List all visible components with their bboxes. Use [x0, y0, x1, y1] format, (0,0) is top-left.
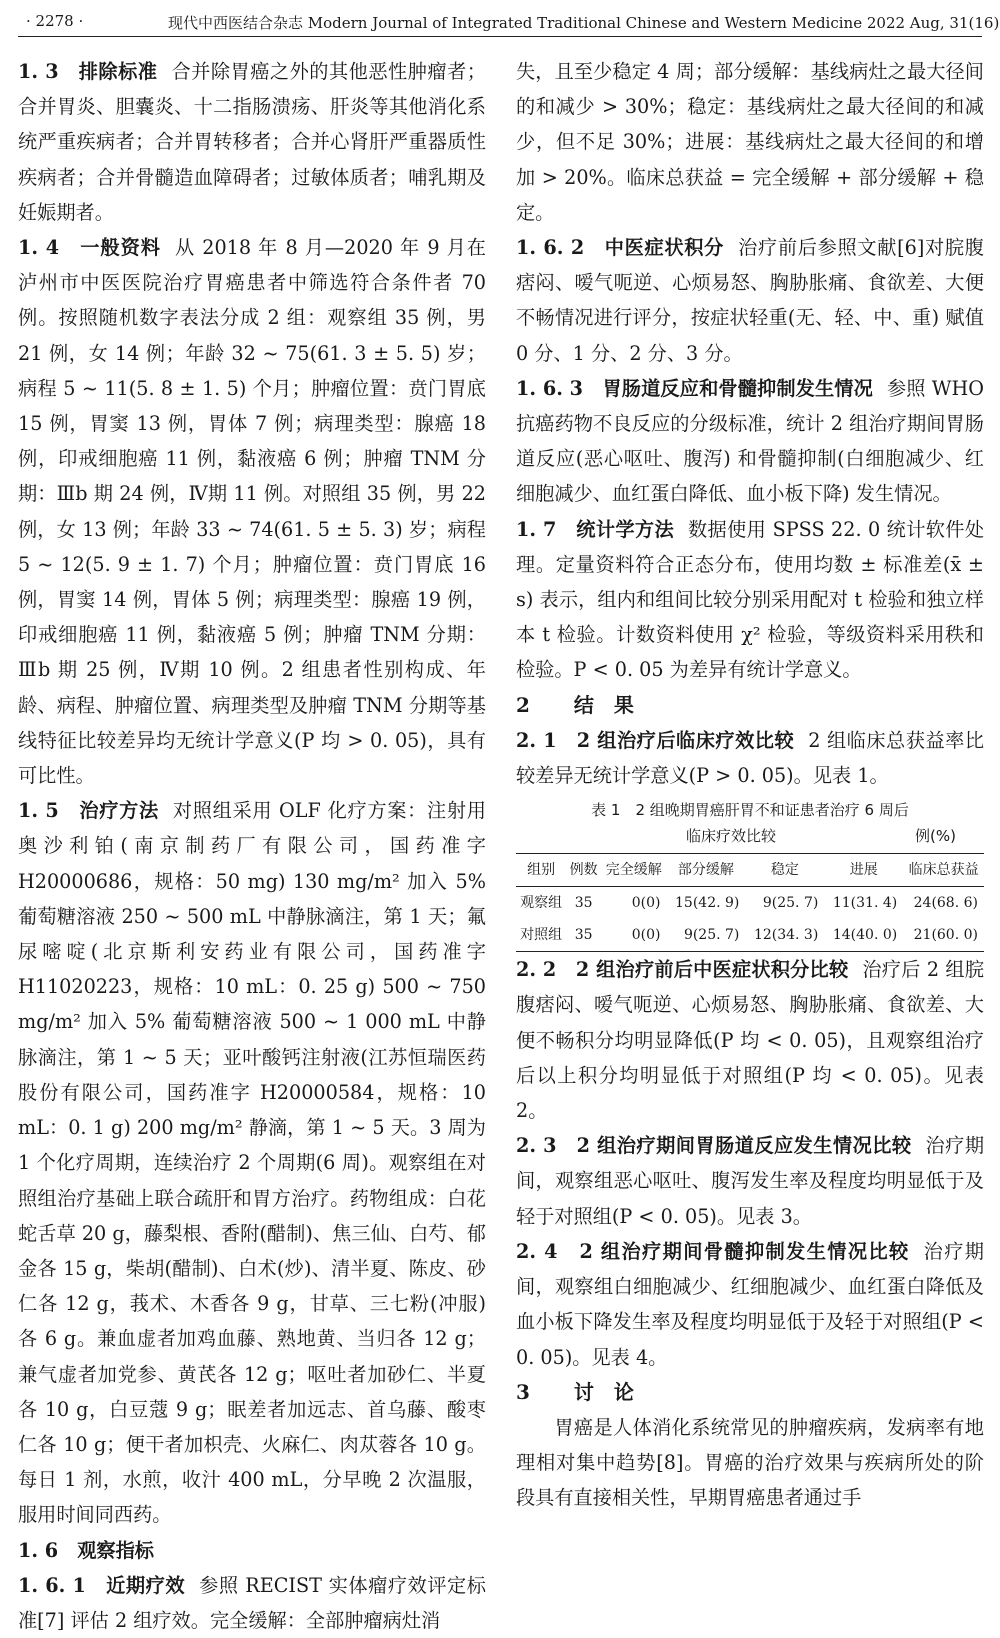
section-heading: 2. 1 2 组治疗后临床疗效比较 [516, 728, 795, 752]
section-3-heading [516, 1375, 984, 1410]
table-row [516, 919, 984, 952]
table-cell: 12(34. 3) [753, 927, 819, 944]
section-body: 从 2018 年 8 月—2020 年 9 月在泸州市中医医院治疗胃癌患者中筛选符合条件者 70 例。按照随机数字表法分成 2 组：观察组 35 例，男 21 例，女 14 例；年龄 32 ~ 75(61. 3 ± 5. 5) 岁；病程 5 ~ 11(5. 8 ± 1. 5) 个月；肿瘤位置：贲门胃底 15 例，胃窦 13 例，胃体 7 例；病理类型：腺癌 18 例，印戒细胞癌 11 例，黏液癌 6 例；肿瘤 TNM 分期：Ⅲb 期 24 例，Ⅳ期 11 例。对照组 35 例，男 22 例，女 13 例；年龄 33 ~ 74(61. 5 ± 5. 3) 岁；病程 5 ~ 12(5. 9 ± 1. 7) 个月；肿瘤位置：贲门胃底 16 例，胃窦 14 例，胃体 5 例；病理类型：腺癌 19 例，印戒细胞癌 11 例，黏液癌 5 例；肿瘤 TNM 分期：Ⅲb 期 25 例，Ⅳ期 10 例。2 组患者性别构成、年龄、病程、肿瘤位置、病理类型及肿瘤 TNM 分期等基线特征比较差异均无统计学意义(P 均 > 0. 05)，具有可比性。 [18, 236, 486, 788]
section-1-7 [516, 512, 984, 688]
section-heading: 1. 4 一般资料 [18, 236, 161, 260]
section-heading: 1. 7 统计学方法 [516, 517, 674, 541]
section-1-4 [18, 230, 486, 793]
section-heading: 1. 6. 2 中医症状积分 [516, 236, 725, 260]
table-cell: 观察组 [520, 895, 563, 912]
section-body: 治疗期间，观察组恶心呕吐、腹泻发生率及程度均明显低于及轻于对照组(P < 0. 05)。见表 3。 [516, 1134, 985, 1228]
table-cell: 9(25. 7) [683, 927, 740, 944]
right-column [516, 54, 984, 1516]
section-1-6-2 [516, 230, 984, 371]
section-heading: 1. 5 治疗方法 [18, 799, 159, 823]
section-body: 数据使用 SPSS 22. 0 统计软件处理。定量资料符合正态分布，使用均数 ± 标准差(x̄ ± s) 表示，组内和组间比较分别采用配对 t 检验和独立样本 t 检验。计数资料使用 χ² 检验，等级资料采用秩和检验。P < 0. 05 为差异有统计学意义。 [516, 517, 985, 682]
section-3-body: 胃癌是人体消化系统常见的肿瘤疾病，发病率有地理相对集中趋势[8]。胃癌的治疗效果与疾病所处的阶段具有直接相关性，早期胃癌患者通过手 [516, 1415, 984, 1510]
col-header: 组别 [527, 862, 556, 879]
table-1-grid [516, 853, 984, 952]
col-header: 稳定 [770, 862, 799, 879]
section-2-heading [516, 688, 984, 723]
col-header: 完全缓解 [605, 862, 662, 879]
table-cell: 0(0) [631, 927, 661, 944]
section-1-6-3 [516, 371, 984, 512]
table-cell: 9(25. 7) [762, 895, 819, 912]
section-body: 参照 WHO 抗癌药物不良反应的分级标准，统计 2 组治疗期间胃肠道反应(恶心呕吐、腹泻) 和骨髓抑制(白细胞减少、红细胞减少、血红蛋白降低、血小板下降) 发生情况。 [516, 376, 984, 506]
section-1-5 [18, 793, 486, 1532]
section-heading: 1. 6. 1 近期疗效 [18, 1573, 186, 1597]
section-heading: 2. 3 2 组治疗期间胃肠道反应发生情况比较 [516, 1134, 912, 1158]
col-header: 进展 [849, 862, 878, 879]
section-number: 2 [516, 692, 530, 717]
table-cell: 0(0) [631, 895, 661, 912]
section-body: 参照 RECIST 实体瘤疗效评定标准[7] 评估 2 组疗效。完全缓解：全部肿瘤病灶消 [18, 1573, 486, 1632]
table-unit: 例(%) [915, 827, 956, 846]
section-title: 讨 论 [573, 1379, 634, 1404]
section-2-4 [516, 1234, 984, 1375]
section-title: 结 果 [573, 692, 634, 717]
section-heading: 2. 2 2 组治疗前后中医症状积分比较 [516, 958, 849, 982]
section-1-6-heading: 1. 6 观察指标 [18, 1538, 154, 1562]
table-cell: 35 [574, 895, 593, 912]
table-cell: 14(40. 0) [832, 927, 898, 944]
section-2-3 [516, 1128, 984, 1234]
table-caption: 表 1 2 组晚期胃癌肝胃不和证患者治疗 6 周后 [591, 801, 909, 820]
table-row [516, 887, 984, 920]
table-cell: 21(60. 0) [913, 927, 978, 944]
section-heading: 1. 6. 3 胃肠道反应和骨髓抑制发生情况 [516, 376, 873, 400]
section-body: 2 组临床总获益率比较差异无统计学意义(P > 0. 05)。见表 1。 [516, 728, 985, 788]
table-cell: 35 [574, 927, 593, 944]
col-header: 部分缓解 [677, 862, 734, 879]
section-1-6-1-continued: 失，且至少稳定 4 周；部分缓解：基线病灶之最大径间的和减少 > 30%；稳定：基线病灶之最大径间的和减少，但不足 30%；进展：基线病灶之最大径间的和增加 > 20%。临床总获益 = 完全缓解 + 部分缓解 + 稳定。 [516, 60, 984, 224]
table-cell: 对照组 [520, 927, 563, 944]
left-column [18, 54, 486, 1638]
col-header: 例数 [569, 862, 598, 879]
journal-title: 现代中西医结合杂志 Modern Journal of Integrated Traditional Chinese and Western Medicine 2022 Aug, 31(16) [168, 14, 1000, 32]
section-2-2 [516, 952, 984, 1128]
col-header: 临床总获益 [908, 862, 979, 879]
table-cell: 15(42. 9) [675, 895, 740, 912]
section-body: 治疗前后参照文献[6]对脘腹痞闷、嗳气呃逆、心烦易怒、胸胁胀痛、食欲差、大便不畅情况进行评分，按症状轻重(无、轻、中、重) 赋值 0 分、1 分、2 分、3 分。 [516, 236, 984, 365]
section-body: 合并除胃癌之外的其他恶性肿瘤者；合并胃炎、胆囊炎、十二指肠溃疡、肝炎等其他消化系统严重疾病者；合并胃转移者；合并心肾肝严重器质性疾病者；合并骨髓造血障碍者；过敏体质者；哺乳期及妊娠期者。 [18, 60, 486, 224]
section-2-1 [516, 723, 984, 793]
table-cell: 11(31. 4) [832, 895, 898, 912]
section-heading: 1. 3 排除标准 [18, 60, 158, 83]
section-heading: 2. 4 2 组治疗期间骨髓抑制发生情况比较 [516, 1239, 910, 1263]
section-body: 对照组采用 OLF 化疗方案：注射用奥沙利铂(南京制药厂有限公司，国药准字 H20000686，规格：50 mg) 130 mg/m² 加入 5% 葡萄糖溶液 250 ~ 500 mL 中静脉滴注，第 1 天；氟尿嘧啶(北京斯利安药业有限公司，国药准字 H11020223，规格：10 mL：0. 25 g) 500 ~ 750 mg/m² 加入 5% 葡萄糖溶液 500 ~ 1 000 mL 中静脉滴注，第 1 ~ 5 天；亚叶酸钙注射液(江苏恒瑞医药股份有限公司，国药准字 H20000584，规格：10 mL：0. 1 g) 200 mg/m² 静滴，第 1 ~ 5 天。3 周为 1 个化疗周期，连续治疗 2 个周期(6 周)。观察组在对照组治疗基础上联合疏肝和胃方治疗。药物组成：白花蛇舌草 20 g，藤梨根、香附(醋制)、焦三仙、白芍、郁金各 15 g，柴胡(醋制)、白术(炒)、清半夏、陈皮、砂仁各 12 g，莪术、木香各 9 g，甘草、三七粉(冲服) 各 6 g。兼血虚者加鸡血藤、熟地黄、当归各 12 g；兼气虚者加党参、黄芪各 12 g；呕吐者加砂仁、半夏各 10 g，白豆蔻 9 g；眠差者加远志、首乌藤、酸枣仁各 10 g；便干者加枳壳、火麻仁、肉苁蓉各 10 g。每日 1 剂，水煎，收汁 400 mL，分早晚 2 次温服，服用时间同西药。 [18, 799, 486, 1527]
table-cell: 24(68. 6) [913, 895, 978, 912]
section-1-6-1 [18, 1568, 486, 1638]
table-header-row [516, 854, 984, 887]
section-body: 治疗后 2 组脘腹痞闷、嗳气呃逆、心烦易怒、胸胁胀痛、食欲差、大便不畅积分均明显降低(P 均 < 0. 05)，且观察组治疗后以上积分均明显低于对照组(P 均 < 0. 05)。见表 2。 [516, 958, 985, 1123]
section-number: 3 [516, 1379, 530, 1404]
running-header [18, 6, 1000, 37]
section-body: 治疗期间，观察组白细胞减少、红细胞减少、血红蛋白降低及血小板下降发生率及程度均明显低于及轻于对照组(P < 0. 05)。见表 4。 [516, 1239, 984, 1369]
section-1-3 [18, 54, 486, 230]
table-subcaption: 临床疗效比较 [686, 827, 777, 846]
table-1 [516, 797, 984, 952]
page-number: · 2278 · [26, 12, 84, 30]
